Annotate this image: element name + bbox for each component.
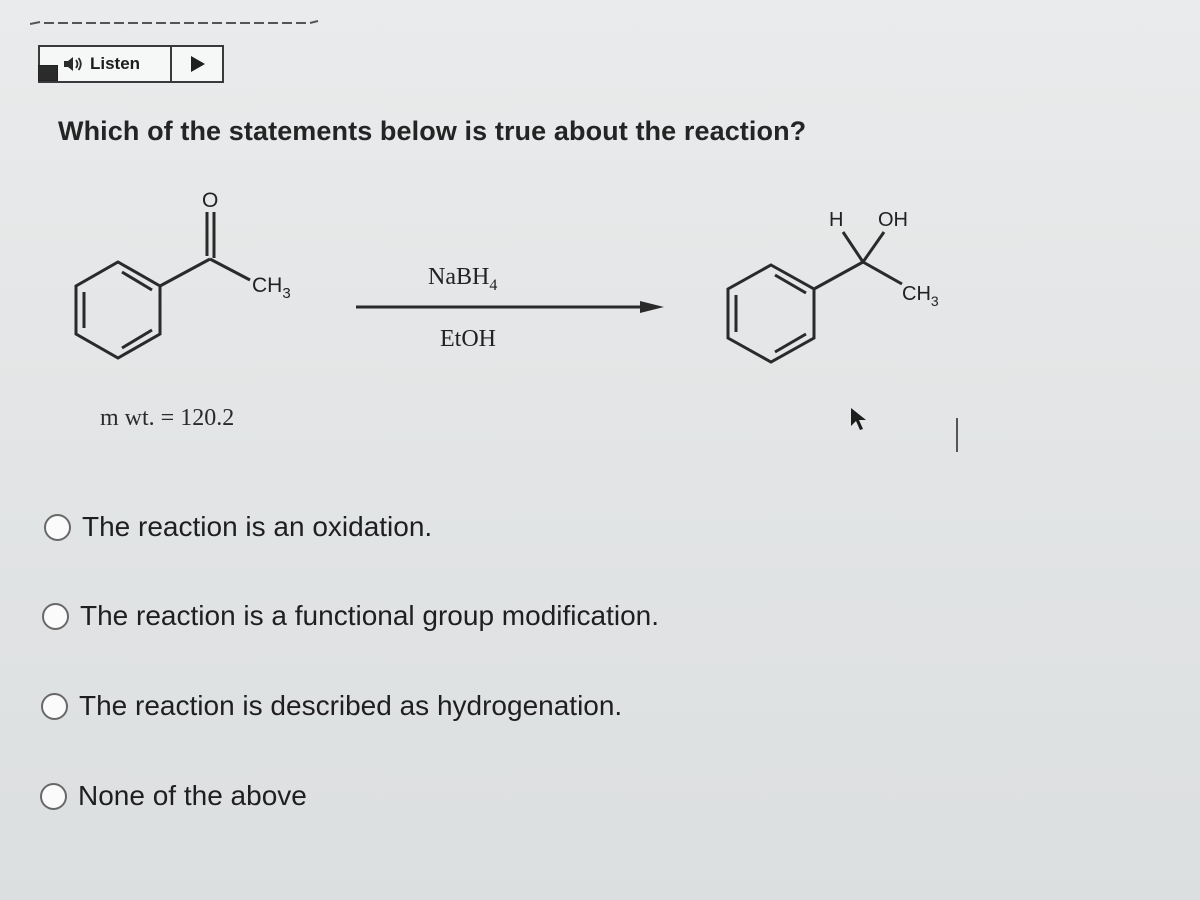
reagent-below-label: EtOH [440, 326, 496, 352]
radio-button[interactable] [42, 603, 69, 630]
option-label: The reaction is an oxidation. [82, 511, 433, 542]
product-benzene-ring [728, 265, 814, 362]
listen-toolbar [38, 45, 224, 83]
reagent-above-main: NaBH [428, 264, 490, 290]
speaker-icon [62, 55, 84, 73]
reagent-above-label [428, 264, 497, 294]
reactant-oxygen-label: O [202, 189, 219, 212]
reaction-arrow [356, 301, 664, 313]
option-label: The reaction is described as hydrogenation. [79, 690, 623, 721]
radio-button[interactable] [44, 514, 71, 541]
product-methyl-subscript: 3 [930, 293, 939, 309]
option-oxidation[interactable] [44, 511, 432, 543]
listen-label: Listen [90, 54, 141, 73]
toolbar-menu-icon[interactable] [38, 65, 58, 81]
text-cursor-icon [956, 418, 958, 452]
product-hydroxyl-label: OH [878, 209, 908, 231]
reactant-benzene-ring [76, 262, 160, 358]
option-hydrogenation[interactable] [41, 690, 622, 722]
product-alcohol-chain [814, 232, 902, 289]
question-text: Which of the statements below is true about the reaction? [58, 116, 807, 146]
listen-button[interactable] [40, 47, 172, 81]
top-dashed-border [30, 18, 320, 28]
reactant-methyl-main: CH [252, 274, 283, 297]
option-functional-group-modification[interactable] [42, 600, 659, 632]
product-methyl-label [902, 283, 939, 309]
reactant-methyl-label [252, 274, 291, 302]
option-label: None of the above [78, 780, 307, 811]
reagent-above-subscript: 4 [489, 277, 498, 294]
play-icon[interactable] [186, 52, 210, 76]
reactant-carbonyl-chain [160, 212, 250, 286]
product-hydrogen-label: H [829, 209, 844, 231]
reactant-methyl-subscript: 3 [282, 285, 291, 302]
option-label: The reaction is a functional group modification. [80, 600, 659, 631]
molecular-weight-label: m wt. = 120.2 [100, 405, 235, 431]
option-none-of-the-above[interactable] [40, 780, 307, 812]
radio-button[interactable] [40, 783, 67, 810]
radio-button[interactable] [41, 693, 68, 720]
product-methyl-main: CH [902, 283, 931, 305]
mouse-cursor-icon [848, 406, 870, 432]
